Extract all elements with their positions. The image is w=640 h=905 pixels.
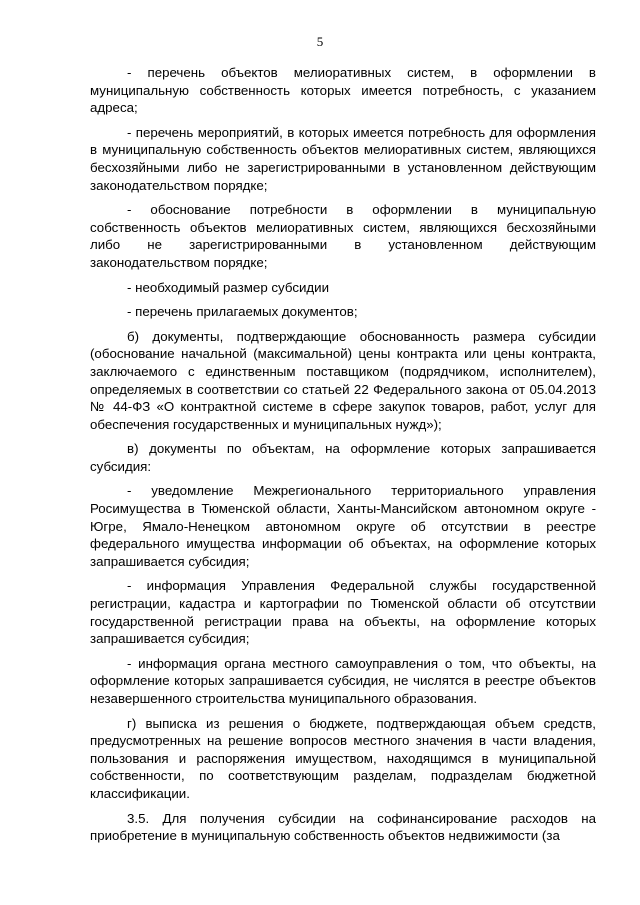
paragraph-attached-documents: - перечень прилагаемых документов; — [127, 304, 358, 320]
paragraph-objects-list: - перечень объектов мелиоративных систем, в оформлении в муниципальную собственность которых имеется потребность, с указанием адреса; — [90, 65, 596, 116]
paragraph-measures-list: - перечень мероприятий, в которых имеется потребность для оформления в муниципальную собственность объектов мелиоративных систем, являющихся бесхозяйными либо не зарегистрированными в установленном действующим законодательством порядке; — [90, 124, 596, 193]
paragraph-item-v: в) документы по объектам, на оформление которых запрашивается субсидия: — [90, 441, 596, 474]
paragraph-item-g: г) выписка из решения о бюджете, подтверждающая объем средств, предусмотренных на решение вопросов местного значения в части владения, пользования и распоряжения имуществом, находящимся в муниципальной собственности, по соответствующим разделам, подразделам бюджетной классификации. — [90, 715, 596, 801]
paragraph-subsidy-size: - необходимый размер субсидии — [127, 279, 330, 295]
paragraph-item-b: б) документы, подтверждающие обоснованность размера субсидии (обоснование начальной (максимальной) цены контракта или цены контракта, заключаемого с единственным поставщиком (подрядчиком, исполнителем), определяемых в соответствии со статьей 22 Федерального закона от 05.04.2013 № 44-ФЗ «О контрактной системе в сфере закупок товаров, работ, услуг для обеспечения государственных и муниципальных нужд»); — [90, 328, 596, 432]
document-body — [90, 64, 596, 852]
paragraph-local-government-info: - информация органа местного самоуправления о том, что объекты, на оформление которых запрашивается субсидия, не числятся в реестре объектов незавершенного строительства муниципального образования. — [90, 655, 596, 706]
page-number: 5 — [316, 34, 324, 49]
paragraph-registration-info: - информация Управления Федеральной службы государственной регистрации, кадастра и картографии по Тюменской области об отсутствии государственной регистрации права на объекты, на оформление которых запрашивается субсидия; — [90, 578, 596, 647]
paragraph-rosimushchestvo-notice: - уведомление Межрегионального территориального управления Росимущества в Тюменской области, Ханты-Мансийском автономном округе - Югре, Ямало-Ненецком автономном округе об отсутствии в реестре федерального имущества информации об объектах, на оформление которых запрашивается субсидия; — [90, 483, 596, 569]
paragraph-section-3-5: 3.5. Для получения субсидии на софинансирование расходов на приобретение в муниципальную собственность объектов недвижимости (за — [90, 810, 596, 844]
paragraph-justification: - обоснование потребности в оформлении в муниципальную собственность объектов мелиоративных систем, являющихся бесхозяйными либо не зарегистрированными в установленном действующим законодательством порядке; — [90, 202, 596, 270]
